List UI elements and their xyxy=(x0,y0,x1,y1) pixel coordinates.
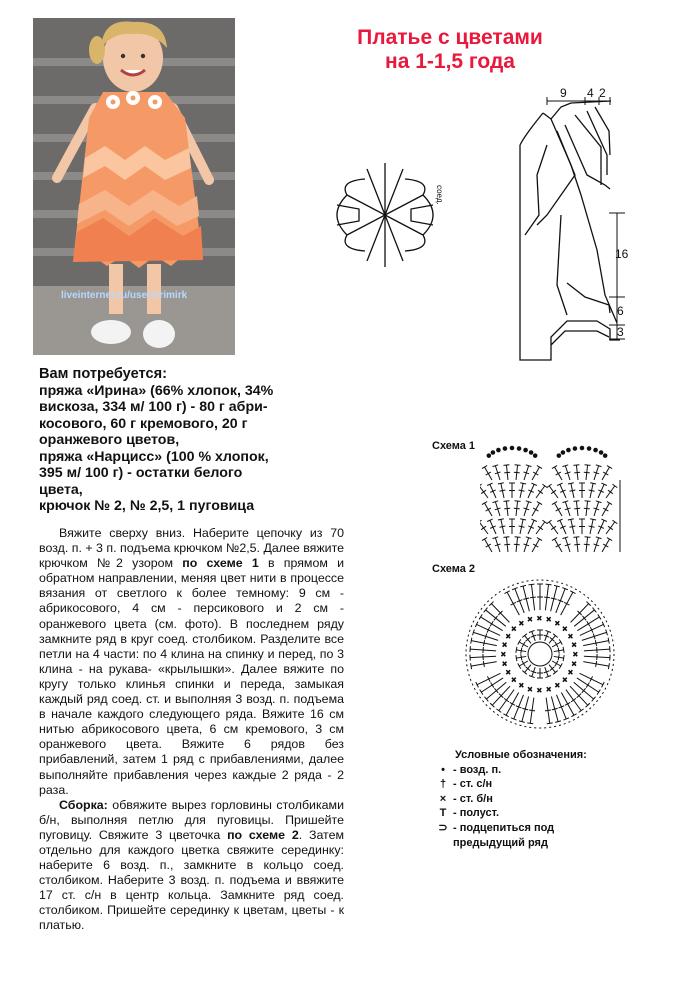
legend-item xyxy=(437,806,637,821)
stitch-bar xyxy=(533,544,538,547)
single-crochet-mark: × xyxy=(502,640,507,650)
single-crochet-mark: × xyxy=(571,659,577,669)
stitch-bar xyxy=(504,508,510,509)
single-crochet-mark: × xyxy=(505,668,511,677)
legend-text: - подцепиться под xyxy=(453,821,555,834)
single-crochet-mark: × xyxy=(562,675,568,685)
materials-line: пряжа «Ирина» (66% хлопок, 34% xyxy=(39,382,274,399)
legend-item xyxy=(437,792,637,807)
dim-9: 9 xyxy=(560,86,567,100)
stitch-top xyxy=(612,484,617,488)
chain-dot xyxy=(587,447,591,451)
stitch-bar xyxy=(514,472,520,473)
stitch-bar xyxy=(523,598,529,599)
chain-dot xyxy=(573,447,577,451)
stitch-top xyxy=(503,501,509,502)
materials-line: цвета, xyxy=(39,481,83,498)
stitch-top xyxy=(552,466,557,469)
stitch-bar xyxy=(589,526,595,527)
stitch-bar xyxy=(551,598,557,599)
stitch-bar xyxy=(504,698,509,702)
stitch-top xyxy=(516,655,517,661)
stitch-top xyxy=(537,502,542,505)
stitch-bar xyxy=(558,654,559,660)
stitch-top xyxy=(503,465,509,466)
dim-2: 2 xyxy=(599,86,606,100)
stitch-top xyxy=(520,519,526,520)
scheme-2-label: Схема 2 xyxy=(432,563,476,575)
stitch-top xyxy=(528,584,534,585)
stitch-bar xyxy=(481,526,486,530)
stitch-bar xyxy=(574,508,580,509)
text-run: . Затем отдельно для каждого цветка свяжите серединку: наберите 6 возд. п., замкните в кольцо соед. столбиком. Наберите 3 возд. п. подъема и ввяжите 17 ст. с/н в центр кольца. Замкните ряд соед. столбиком. Пришейте серединку к цветам, цветы - к платью. xyxy=(39,827,345,933)
scheme-1-chart xyxy=(480,440,630,558)
instructions-paragraph-1 xyxy=(39,526,344,798)
stitch-top xyxy=(515,501,521,502)
materials-line: оранжевого цветов, xyxy=(39,432,180,448)
scheme-ref: по схеме 1 xyxy=(182,556,259,571)
stitch-bar xyxy=(586,683,589,688)
stitch-top xyxy=(563,655,564,661)
instructions-paragraph-2 xyxy=(39,798,344,934)
stitch-top xyxy=(598,614,601,619)
chain-dot xyxy=(510,446,514,450)
stitch-top xyxy=(590,483,596,484)
stitch-top xyxy=(585,537,591,538)
dim-4: 4 xyxy=(587,86,594,100)
single-crochet-mark: × xyxy=(573,650,578,659)
stitch-top xyxy=(520,585,526,586)
chain-dot xyxy=(580,446,584,450)
single-crochet-mark: × xyxy=(511,675,517,685)
stitch-bar xyxy=(530,597,536,598)
stitch-bar xyxy=(596,661,597,667)
stitch-top xyxy=(554,585,560,586)
legend-text: - полуст. xyxy=(453,807,500,820)
stitch-bar xyxy=(481,490,486,494)
stitch-top xyxy=(590,519,596,520)
double-crochet-icon: † xyxy=(439,778,447,791)
stitch-top xyxy=(537,466,542,469)
single-crochet-mark: × xyxy=(571,640,577,650)
chain-dot xyxy=(599,451,603,455)
single-crochet-mark: × xyxy=(546,615,551,625)
single-crochet-mark: × xyxy=(537,614,542,623)
materials-line: косового, 60 г кремового, 20 г xyxy=(39,415,248,432)
dim-6: 6 xyxy=(617,304,624,318)
stitch-top xyxy=(612,520,617,524)
single-crochet-mark: × xyxy=(555,681,560,691)
text-run: обвяжите вырез горловины столбиками б/н, выполняя петлю для пуговицы. Пришейте пуговицу. Свяжите 3 цветочка xyxy=(39,797,344,842)
stitch-bar xyxy=(514,508,520,509)
stitch-bar xyxy=(483,640,484,646)
garment-outline xyxy=(520,101,620,360)
legend-text: - ст. с/н xyxy=(453,778,493,791)
center-ring xyxy=(528,642,552,666)
stitch-top xyxy=(552,538,557,541)
stitch-bar xyxy=(533,508,538,511)
chain-dot xyxy=(603,454,607,458)
stitch-top xyxy=(579,709,584,713)
stitch-top xyxy=(542,484,547,488)
stitch-top xyxy=(585,465,591,466)
stitch-bar xyxy=(500,526,506,527)
stitch-bar xyxy=(486,508,491,511)
stitch-bar xyxy=(603,472,608,475)
stitch-bar xyxy=(555,661,558,666)
single-crochet-mark: × xyxy=(501,650,506,659)
single-crochet-icon: × xyxy=(439,792,447,805)
garment-pattern-diagram xyxy=(325,85,665,375)
scheme-ref: по схеме 2 xyxy=(227,827,299,842)
stitch-bar xyxy=(486,544,491,547)
stitch-bar xyxy=(504,472,510,473)
single-crochet-mark: × xyxy=(502,659,507,669)
chain-dot xyxy=(561,451,565,455)
chain-dot xyxy=(497,448,501,452)
stitch-bar xyxy=(556,472,561,475)
stitch-bar xyxy=(529,710,535,711)
stitch-top xyxy=(503,537,509,538)
chain-dot xyxy=(487,454,491,458)
single-crochet-mark: × xyxy=(505,632,511,641)
stitch-top xyxy=(597,690,600,695)
stitch-bar xyxy=(608,526,613,530)
materials-line: вискоза, 334 м/ 100 г) - 80 г абри- xyxy=(39,399,268,415)
half-double-crochet-icon: T xyxy=(439,807,447,820)
text-run: в прямом и обратном направлении, меняя цвет нити в процессе вязания от светлого к более темному: 9 см - абрикосового, 4 см - персикового и 2 см - оранжевого цвета (см. фото). В последнем ряду замкните ряд в круг соед. столбиком. Разделите все петли на 4 части: по 4 клина на спинку и перед, по 3 клина - на рукава- «крылышки». Далее вяжите по кругу только клинья спинки и переда, замыкая каждый ряд соед. ст. и выполняя 3 возд. п. подъема в начале каждого следующего ряда. Вяжите 16 см нитью абрикосового цвета, 6 см кремового, 3 см оранжевого цвета. Вяжите 6 рядов без прибавлений, затем 1 ряд с прибавлениями, далее выполняйте прибавления через каждые 2 ряда - 2 раза. xyxy=(39,556,344,797)
stitch-bar xyxy=(584,472,590,473)
legend-text: - ст. б/н xyxy=(453,792,493,805)
soed-label: соед. xyxy=(435,185,444,205)
dim-16: 16 xyxy=(615,247,629,261)
chain-dot xyxy=(594,448,598,452)
dimension-lines xyxy=(547,97,625,339)
stitch-bar xyxy=(570,526,576,527)
stitch-bar xyxy=(483,661,484,667)
stitch-bar xyxy=(555,642,558,647)
title-line-1: Платье с цветами xyxy=(357,26,543,49)
legend xyxy=(437,748,637,850)
stitch-top xyxy=(480,690,483,695)
page-title xyxy=(300,26,600,74)
stitch-top xyxy=(518,639,521,644)
stitch-bar xyxy=(551,490,556,494)
hook-under-icon: ⊃ xyxy=(438,821,448,834)
stitch-bar xyxy=(522,642,525,647)
single-crochet-mark: × xyxy=(519,618,524,628)
stitch-bar xyxy=(533,472,538,475)
chain-dot xyxy=(567,448,571,452)
stitch-bar xyxy=(587,621,590,626)
stitch-top xyxy=(573,465,579,466)
stitch-bar xyxy=(545,710,551,711)
stitch-top xyxy=(498,483,504,484)
stitch-top xyxy=(527,723,533,724)
materials-line: крючок № 2, № 2,5, 1 пуговица xyxy=(39,498,255,514)
materials-line: пряжа «Нарцисс» (100 % хлопок, xyxy=(39,448,269,465)
stitch-top xyxy=(607,466,612,469)
materials-heading: Вам потребуется: xyxy=(39,366,167,382)
chain-dot xyxy=(533,454,537,458)
materials-line: 395 м/ 100 г) - остатки белого xyxy=(39,465,243,481)
stitch-top xyxy=(496,709,501,713)
chain-stitch-icon: • xyxy=(441,763,445,776)
stitch-bar xyxy=(504,544,510,545)
legend-text: - возд. п. xyxy=(453,763,502,776)
stitch-top xyxy=(568,519,574,520)
stitch-bar xyxy=(571,698,576,702)
legend-item xyxy=(437,777,637,792)
stitch-bar xyxy=(595,640,596,646)
stitch-top xyxy=(607,538,612,541)
stitch-top xyxy=(546,584,552,585)
stitch-top xyxy=(547,520,552,524)
single-crochet-mark: × xyxy=(562,624,568,634)
stitch-bar xyxy=(603,508,608,511)
stitch-top xyxy=(471,663,472,669)
stitch-top xyxy=(537,538,542,541)
photo-watermark: liveinternet.ru/users/rimirk xyxy=(61,290,188,301)
stitch-bar xyxy=(551,526,556,530)
instructions xyxy=(39,526,344,934)
stitch-top xyxy=(518,663,521,668)
stitch-top xyxy=(482,538,487,541)
stitch-bar xyxy=(500,490,506,491)
materials-block xyxy=(39,366,339,515)
title-line-2: на 1-1,5 года xyxy=(385,50,515,73)
scheme-1-label: Схема 1 xyxy=(432,440,476,452)
stitch-bar xyxy=(491,683,494,688)
stitch-bar xyxy=(584,544,590,545)
legend-heading: Условные обозначения: xyxy=(455,749,587,761)
stitch-bar xyxy=(574,544,580,545)
stitch-top xyxy=(585,501,591,502)
stitch-top xyxy=(547,484,552,488)
stitch-bar xyxy=(558,648,559,654)
chain-dot xyxy=(491,451,495,455)
stitch-top xyxy=(608,663,609,669)
stitch-bar xyxy=(514,544,520,545)
stitch-top xyxy=(568,483,574,484)
stitch-bar xyxy=(522,661,525,666)
stitch-bar xyxy=(589,490,595,491)
stitch-bar xyxy=(608,490,613,494)
stitch-top xyxy=(542,520,547,524)
stitch-top xyxy=(552,502,557,505)
stitch-top xyxy=(479,614,482,619)
stitch-top xyxy=(520,483,526,484)
stitch-top xyxy=(563,647,564,653)
single-crochet-mark: × xyxy=(546,684,551,694)
stitch-bar xyxy=(570,490,576,491)
chain-dot xyxy=(517,447,521,451)
chain-dot xyxy=(503,447,507,451)
assembly-heading: Сборка: xyxy=(59,797,108,812)
stitch-top xyxy=(515,465,521,466)
single-crochet-mark: × xyxy=(519,681,524,691)
stitch-top xyxy=(573,537,579,538)
stitch-top xyxy=(607,502,612,505)
legend-item xyxy=(437,763,637,778)
single-crochet-mark: × xyxy=(511,624,517,634)
legend-continuation: предыдущий ряд xyxy=(453,836,548,849)
stitch-bar xyxy=(544,597,550,598)
text-run: Вяжите сверху вниз. Наберите цепочку из 70 возд. п. + 3 п. подъема крючком №2,5. Далее вяжите крючком №2 узором xyxy=(39,526,344,571)
stitch-top xyxy=(482,502,487,505)
stitch-top xyxy=(498,519,504,520)
single-crochet-mark: × xyxy=(527,615,533,625)
stitch-bar xyxy=(603,544,608,547)
stitch-bar xyxy=(556,544,561,547)
stitch-bar xyxy=(519,526,525,527)
dress-photo xyxy=(33,18,235,355)
single-crochet-mark: × xyxy=(568,668,573,677)
stitch-top xyxy=(515,537,521,538)
single-crochet-mark: × xyxy=(568,632,573,641)
single-crochet-mark: × xyxy=(527,684,533,694)
stitch-top xyxy=(559,663,562,668)
stitch-bar xyxy=(538,526,543,530)
stitch-bar xyxy=(538,490,543,494)
single-crochet-mark: × xyxy=(555,618,560,628)
chain-dot xyxy=(557,454,561,458)
dim-3: 3 xyxy=(617,325,624,339)
stitch-top xyxy=(471,638,472,644)
chain-dot xyxy=(529,451,533,455)
stitch-top xyxy=(608,638,609,644)
sleeve-wing-diagram xyxy=(337,163,433,267)
stitch-bar xyxy=(486,472,491,475)
stitch-bar xyxy=(521,648,522,654)
chain-dot xyxy=(524,448,528,452)
single-crochet-mark: × xyxy=(537,686,542,695)
stitch-bar xyxy=(490,621,493,626)
stitch-bar xyxy=(556,508,561,511)
legend-item xyxy=(437,821,637,836)
stitch-top xyxy=(573,501,579,502)
stitch-top xyxy=(559,639,562,644)
stitch-bar xyxy=(584,508,590,509)
stitch-bar xyxy=(521,654,522,660)
scheme-2-chart xyxy=(460,568,620,740)
stitch-top xyxy=(547,723,553,724)
stitch-top xyxy=(482,466,487,469)
stitch-top xyxy=(516,647,517,653)
stitch-bar xyxy=(519,490,525,491)
stitch-bar xyxy=(574,472,580,473)
